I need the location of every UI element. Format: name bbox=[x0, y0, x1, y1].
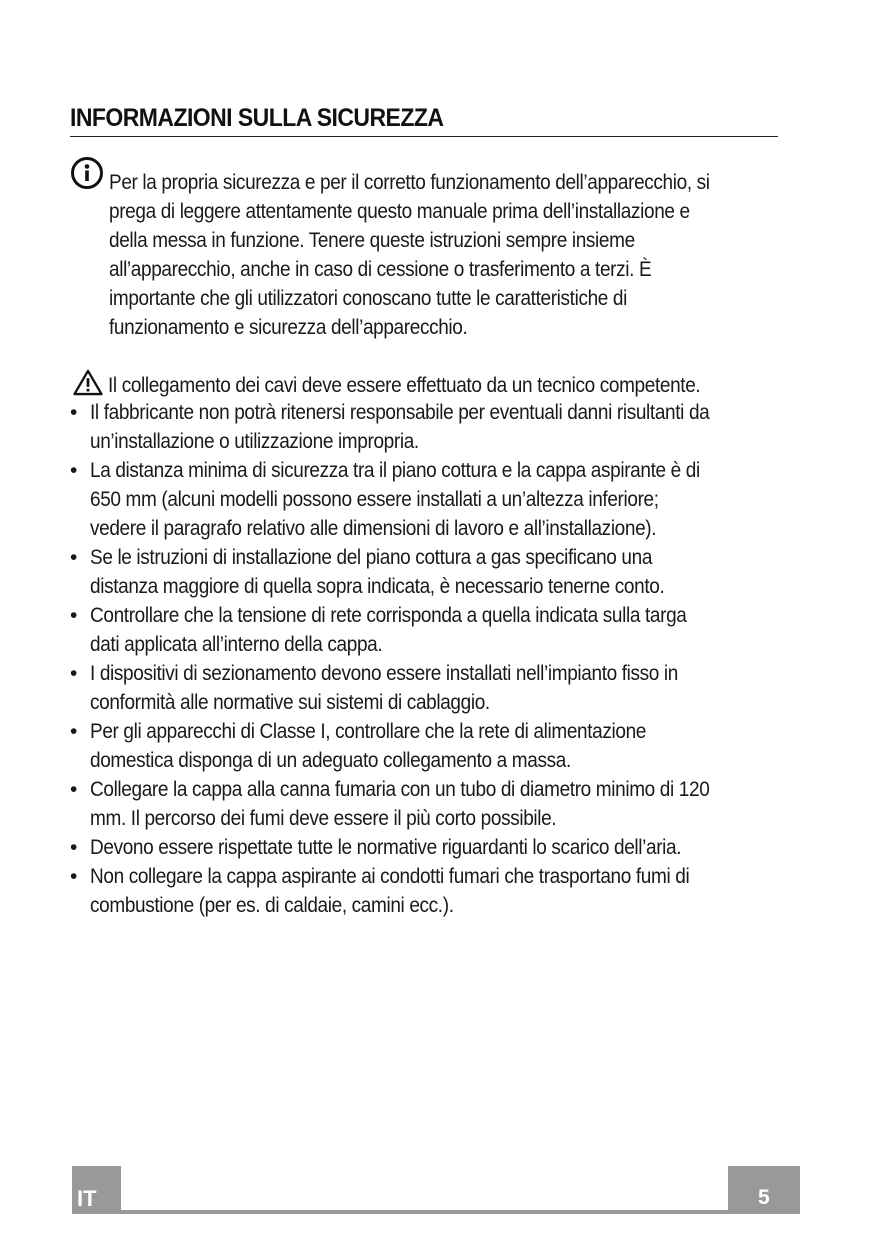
list-item-line: domestica disponga di un adeguato collegamento a massa. bbox=[90, 749, 571, 772]
intro-line: Per la propria sicurezza e per il corretto funzionamento dell’apparecchio, si bbox=[109, 171, 710, 194]
list-item bbox=[70, 456, 790, 543]
list-item bbox=[70, 833, 790, 862]
list-item-line: mm. Il percorso dei fumi deve essere il più corto possibile. bbox=[90, 807, 557, 830]
list-item-line: Controllare che la tensione di rete corrisponda a quella indicata sulla targa bbox=[90, 604, 687, 627]
list-item bbox=[70, 543, 790, 601]
list-item-line: combustione (per es. di caldaie, camini ecc.). bbox=[90, 894, 454, 917]
list-item bbox=[70, 717, 790, 775]
section-title: INFORMAZIONI SULLA SICUREZZA bbox=[70, 104, 444, 132]
page-number-tab bbox=[728, 1166, 800, 1214]
info-icon bbox=[70, 156, 104, 190]
list-item-line: La distanza minima di sicurezza tra il piano cottura e la cappa aspirante è di bbox=[90, 459, 700, 482]
list-item bbox=[70, 862, 790, 920]
bullet-marker: • bbox=[70, 604, 77, 627]
list-item bbox=[70, 398, 790, 456]
page-number: 5 bbox=[758, 1186, 770, 1209]
list-item bbox=[70, 601, 790, 659]
list-item-line: distanza maggiore di quella sopra indicata, è necessario tenerne conto. bbox=[90, 575, 665, 598]
bullet-marker: • bbox=[70, 401, 77, 424]
list-item-line: un’installazione o utilizzazione impropria. bbox=[90, 430, 419, 453]
list-item-line: conformità alle normative sui sistemi di cablaggio. bbox=[90, 691, 490, 714]
warning-text: Il collegamento dei cavi deve essere effettuato da un tecnico competente. bbox=[108, 374, 701, 397]
bullet-marker: • bbox=[70, 459, 77, 482]
bullet-marker: • bbox=[70, 546, 77, 569]
list-item bbox=[70, 659, 790, 717]
safety-list bbox=[70, 398, 790, 920]
title-divider bbox=[70, 136, 778, 137]
language-tab bbox=[72, 1166, 121, 1214]
list-item-line: 650 mm (alcuni modelli possono essere installati a un’altezza inferiore; bbox=[90, 488, 659, 511]
intro-line: prega di leggere attentamente questo manuale prima dell’installazione e bbox=[109, 200, 690, 223]
list-item-line: I dispositivi di sezionamento devono essere installati nell’impianto fisso in bbox=[90, 662, 679, 685]
list-item bbox=[70, 775, 790, 833]
bullet-marker: • bbox=[70, 662, 77, 685]
intro-line: importante che gli utilizzatori conoscano tutte le caratteristiche di bbox=[109, 287, 627, 310]
bullet-marker: • bbox=[70, 720, 77, 743]
bullet-marker: • bbox=[70, 778, 77, 801]
footer-rule bbox=[121, 1210, 728, 1214]
list-item-line: Non collegare la cappa aspirante ai condotti fumari che trasportano fumi di bbox=[90, 865, 690, 888]
list-item-line: Collegare la cappa alla canna fumaria con un tubo di diametro minimo di 120 bbox=[90, 778, 710, 801]
list-item-line: vedere il paragrafo relativo alle dimensioni di lavoro e all’installazione). bbox=[90, 517, 657, 540]
list-item-line: dati applicata all’interno della cappa. bbox=[90, 633, 383, 656]
language-label: IT bbox=[77, 1186, 97, 1211]
intro-line: della messa in funzione. Tenere queste istruzioni sempre insieme bbox=[109, 229, 635, 252]
list-item-line: Il fabbricante non potrà ritenersi responsabile per eventuali danni risultanti da bbox=[90, 401, 710, 424]
bullet-marker: • bbox=[70, 865, 77, 888]
warning-statement bbox=[72, 369, 763, 400]
intro-line: funzionamento e sicurezza dell’apparecchio. bbox=[109, 316, 468, 339]
bullet-marker: • bbox=[70, 836, 77, 859]
intro-paragraph bbox=[109, 168, 733, 342]
warning-triangle-icon bbox=[72, 369, 104, 396]
list-item-line: Devono essere rispettate tutte le normative riguardanti lo scarico dell’aria. bbox=[90, 836, 682, 859]
list-item-line: Se le istruzioni di installazione del piano cottura a gas specificano una bbox=[90, 546, 653, 569]
intro-line: all’apparecchio, anche in caso di cessione o trasferimento a terzi. È bbox=[109, 258, 652, 281]
list-item-line: Per gli apparecchi di Classe I, controllare che la rete di alimentazione bbox=[90, 720, 647, 743]
